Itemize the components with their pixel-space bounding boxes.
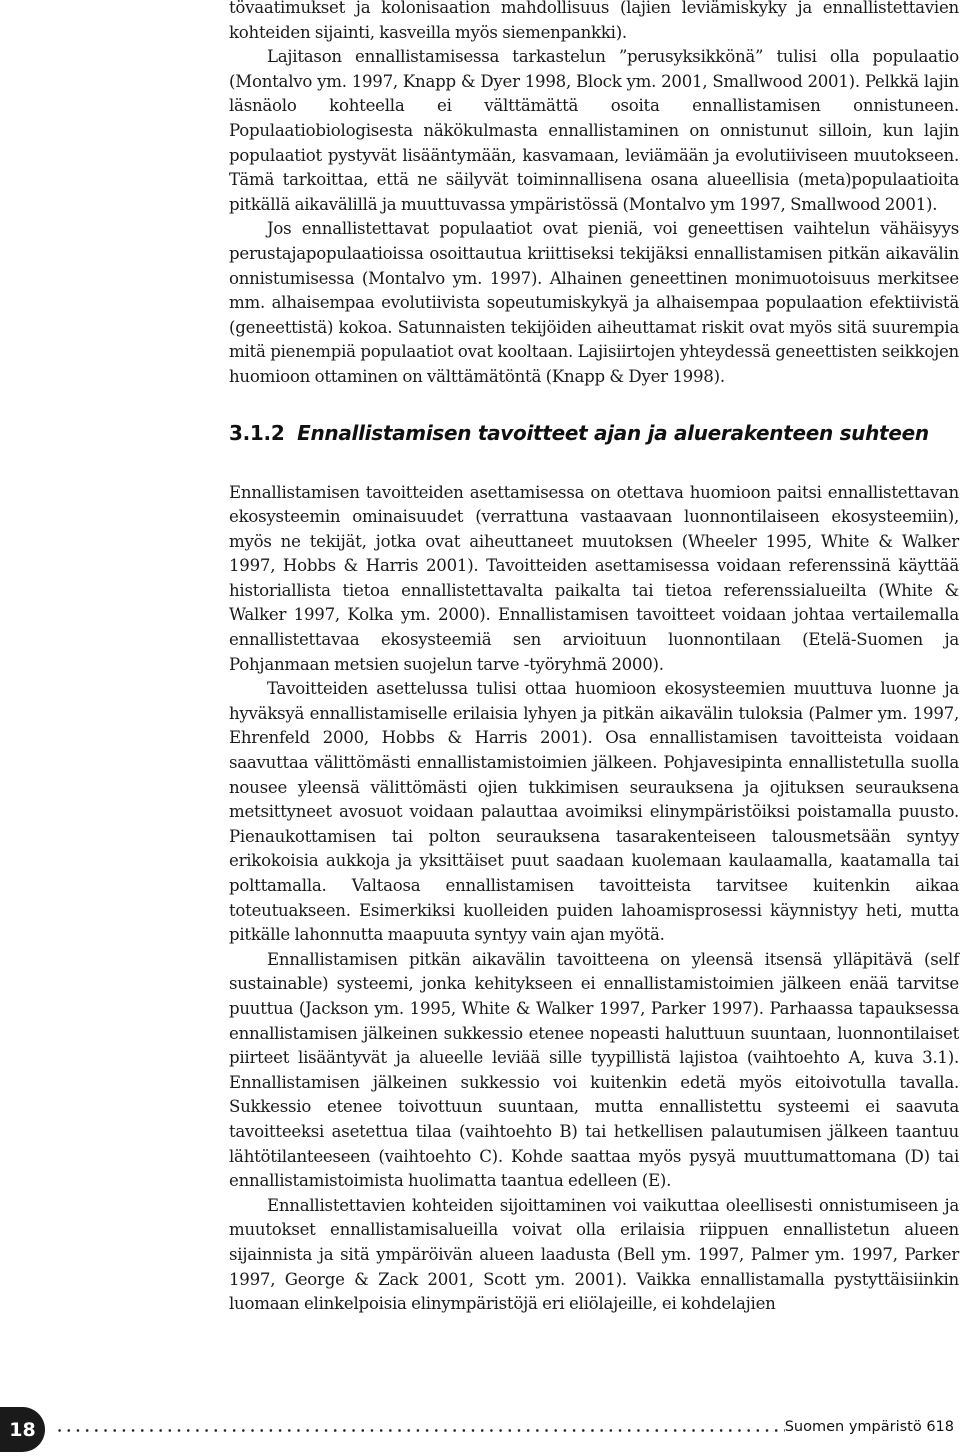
- section-title: Ennallistamisen tavoitteet ajan ja aluerakenteen suhteen: [297, 420, 929, 445]
- paragraph-2: Lajitason ennallistamisessa tarkastelun ”perusyksikkönä” tulisi olla populaatio (Montalvo ym. 1997, Knapp & Dyer 1998, Block ym. 2001, Smallwood 2001). Pelkkä lajin läsnäolo kohteella ei välttämättä osoita ennallistamisen onnistuneen. Populaatiobiologisesta näkökulmasta ennallistaminen on onnistunut silloin, kun lajin populaatiot pystyvät lisääntymään, kasvamaan, leviämään ja evolutiiviseen muutokseen. Tämä tarkoittaa, että ne säilyvät toiminnallisena osana alueellisia (meta)populaatioita pitkällä aikavälillä ja muuttuvassa ympäristössä (Montalvo ym 1997, Smallwood 2001).: [229, 47, 959, 214]
- paragraph-1: tövaatimukset ja kolonisaation mahdollisuus (lajien leviämiskyky ja ennallistettavien kohteiden sijainti, kasveilla myös siemenpankki).: [229, 0, 959, 42]
- section-heading: [229, 421, 959, 445]
- paragraph-7: Ennallistettavien kohteiden sijoittaminen voi vaikuttaa oleellisesti onnistumiseen ja muutokset ennallistamisalueilla voivat olla erilaisia riippuen ennallistetun alueen sijainnista ja sitä ympäröivän alueen laadusta (Bell ym. 1997, Palmer ym. 1997, Parker 1997, George & Zack 2001, Scott ym. 2001). Vaikka ennallistamalla pystyttäisiinkin luomaan elinkelpoisia elinympäristöjä eri eliölajeille, ei kohdelajien: [229, 1195, 959, 1314]
- page-number-badge: 18: [0, 1407, 45, 1452]
- paragraph-4: Ennallistamisen tavoitteiden asettamisessa on otettava huomioon paitsi ennallistettavan ekosysteemin ominaisuudet (verrattuna vastaavaan luonnontilaiseen ekosysteemiin), myös ne tekijät, jotka ovat aiheuttaneet muutoksen (Wheeler 1995, White & Walker 1997, Hobbs & Harris 2001). Tavoitteiden asettamisessa voidaan referenssinä käyttää historiallista tietoa ennallistettavalta paikalta tai tietoa referenssialueilta (White & Walker 1997, Kolka ym. 2000). Ennallistamisen tavoitteet voidaan johtaa vertailemalla ennallistettavaa ekosysteemiä sen arvioituun luonnontilaan (Etelä-Suomen ja Pohjanmaan metsien suojelun tarve -työryhmä 2000).: [229, 482, 959, 674]
- dotted-leader: [55, 1429, 785, 1432]
- section-number: 3.1.2: [229, 420, 285, 445]
- publication-name: Suomen ympäristö 618: [784, 1419, 954, 1435]
- paragraph-5: Tavoitteiden asettelussa tulisi ottaa huomioon ekosysteemien muuttuva luonne ja hyväksyä ennallistamiselle erilaisia lyhyen ja pitkän aikavälin tuloksia (Palmer ym. 1997, Ehrenfeld 2000, Hobbs & Harris 2001). Osa ennallistamisen tavoitteista voidaan saavuttaa välittömästi ennallistamistoimien jälkeen. Pohjavesipinta ennallistetulla suolla nousee yleensä välittömästi ojien tukkimisen seurauksena ja ojituksen seurauksena metsittyneet avosuot voidaan palauttaa avoimiksi elinympäristöiksi poistamalla puusto. Pienaukottamisen tai polton seurauksena tasarakenteiseen talousmetsään syntyy erikokoisia aukkoja ja yksittäiset puut saadaan kuolemaan kaulaamalla, kaatamalla tai polttamalla. Valtaosa ennallistamisen tavoitteista tarvitsee kuitenkin aikaa toteutuakseen. Esimerkiksi kuolleiden puiden lahoamisprosessi käynnistyy heti, mutta pitkälle lahonnutta maapuuta syntyy vain ajan myötä.: [229, 679, 959, 945]
- paragraph-6: Ennallistamisen pitkän aikavälin tavoitteena on yleensä itsensä ylläpitävä (self sustainable) systeemi, jonka kehitykseen ei ennallistamistoimien jälkeen enää tarvitse puuttua (Jackson ym. 1995, White & Walker 1997, Parker 1997). Parhaassa tapauksessa ennallistamisen jälkeinen sukkessio etenee nopeasti haluttuun suuntaan, luonnontilaiset piirteet lisääntyvät ja alueelle leviää sille tyypillistä lajistoa (vaihtoehto A, kuva 3.1). Ennallistamisen jälkeinen sukkessio voi kuitenkin edetä myös eitoivotulla tavalla. Sukkessio etenee toivottuun suuntaan, mutta ennallistettu systeemi ei saavuta tavoitteeksi asetettua tilaa (vaihtoehto B) tai hetkellisen palautumisen jälkeen taantuu lähtötilanteeseen (vaihtoehto C). Kohde saattaa myös pysyä muuttumattomana (D) tai ennallistamistoimista huolimatta taantua edelleen (E).: [229, 949, 959, 1191]
- page-footer: [0, 1407, 960, 1452]
- paragraph-3: Jos ennallistettavat populaatiot ovat pieniä, voi geneettisen vaihtelun vähäisyys perustajapopulaatioissa osoittautua kriittiseksi tekijäksi ennallistamisen pitkän aikavälin onnistumisessa (Montalvo ym. 1997). Alhainen geneettinen monimuotoisuus merkitsee mm. alhaisempaa evolutiivista sopeutumiskykyä ja alhaisempaa populaation efektiivistä (geneettistä) kokoa. Satunnaisten tekijöiden aiheuttamat riskit ovat myös sitä suurempia mitä pienempiä populaatiot ovat kooltaan. Lajisiirtojen yhteydessä geneettisten seikkojen huomioon ottaminen on välttämätöntä (Knapp & Dyer 1998).: [229, 219, 959, 386]
- page-content: [229, 0, 959, 1317]
